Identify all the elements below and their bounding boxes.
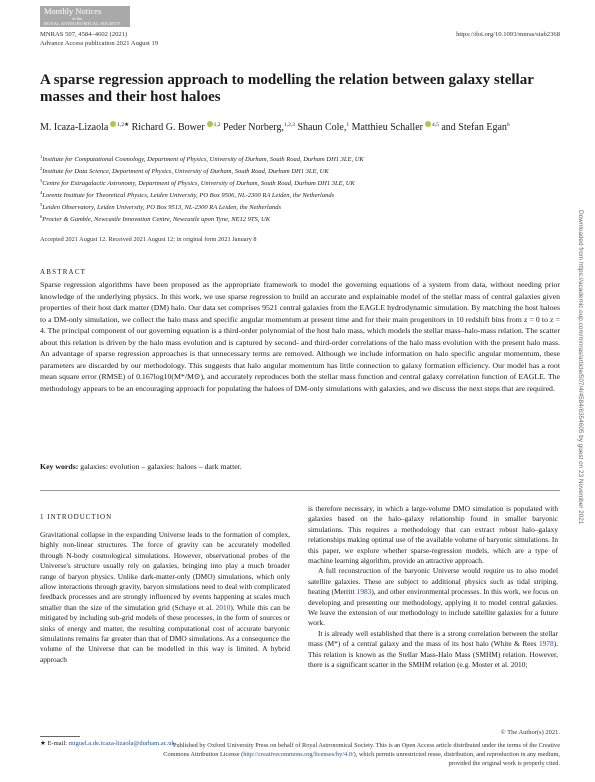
license-link[interactable]: http://creativecommons.org/licenses/by/4.0/ [243, 751, 354, 759]
affiliation-number: 3 [40, 178, 43, 183]
keywords [40, 462, 560, 471]
footnote-label: ★ E-mail: [40, 740, 69, 747]
author-affiliation-marker: 4,5 [431, 122, 439, 128]
paragraph-text: ), and other environmental processes. In this work, we focus on developing and presenting our methodology, applying it to model central galaxies. We leave the extension of our methodology to include satellite galaxies for a future work. [308, 587, 558, 628]
citation-link[interactable]: 2010 [215, 602, 231, 612]
author-affiliation-marker: 6 [506, 122, 510, 128]
body-paragraph [40, 530, 290, 665]
affiliation-item [40, 176, 560, 188]
author-name: Richard G. Bower [131, 122, 205, 133]
download-watermark: Downloaded from https://academic.oup.com/mnras/article/507/4/4584/6354605 by guest on 23 November 2021 [577, 210, 584, 525]
abstract-heading: ABSTRACT [40, 268, 87, 276]
affiliation-item [40, 164, 560, 176]
citation: MNRAS 507, 4584–4602 (2021) [40, 31, 128, 38]
paragraph-text: ). This relation is known as the Stellar Mass-Halo Mass (SMHM) relation. However, there is a significant scatter in the SMHM relation (e.g. Moster et al. 2010; [308, 639, 558, 670]
author-name: and Stefan Egan [441, 122, 507, 133]
accepted-dates: Accepted 2021 August 12. Received 2021 August 12; in original form 2021 January 8 [40, 236, 257, 243]
introduction-heading: 1 INTRODUCTION [40, 513, 113, 521]
affiliation-item [40, 152, 560, 164]
affiliation-text: Institute for Data Science, Department of Physics, University of Durham, South Road, Durham DH1 3LE, UK [42, 168, 329, 175]
affiliation-number: 6 [40, 214, 43, 219]
affiliation-list [40, 152, 560, 224]
right-column [308, 504, 558, 671]
citation-link[interactable]: 1983 [356, 587, 372, 597]
license-line-a: Published by Oxford University Press on behalf of Royal Astronomical Society. This is an Open Access article distributed under the terms of the Creative [172, 742, 560, 749]
affiliation-text: Leiden Observatory, Leiden University, PO Box 9513, NL-2300 RA Leiden, the Netherlands [42, 204, 281, 211]
footnote-divider [40, 736, 80, 737]
license-line-d: provided the original work is properly cited. [448, 760, 560, 768]
left-column [40, 530, 290, 665]
license-line-b: Commons Attribution License ( [163, 751, 244, 759]
author-name: Matthieu Schaller [351, 122, 423, 133]
affiliation-item [40, 200, 560, 212]
orcid-icon[interactable] [425, 121, 431, 127]
author-name: M. Icaza-Lizaola [40, 122, 109, 133]
logo-line-3: ROYAL ASTRONOMICAL SOCIETY [44, 21, 121, 26]
affiliation-number: 5 [40, 202, 43, 207]
affiliation-text: Procter & Gamble, Newcastle Innovation Centre, Newcastle upon Tyne, NE12 9TS, UK [42, 216, 271, 223]
section-divider [40, 490, 560, 491]
author-email-link[interactable]: miguel.a.de.icaza-lizaola@durham.ac.uk [68, 740, 175, 747]
author-affiliation-marker: 1,2,3 [283, 122, 295, 128]
paragraph-text: It is already well established that there is a strong correlation between the stellar mass (M*) of a central galaxy and the mass of its host halo (White & Rees [308, 628, 558, 649]
affiliation-number: 4 [40, 190, 43, 195]
affiliation-number: 2 [40, 166, 43, 171]
author-affiliation-marker: 1 [346, 122, 350, 128]
affiliation-number: 1 [40, 154, 43, 159]
orcid-icon[interactable] [110, 121, 116, 127]
abstract-text: Sparse regression algorithms have been proposed as the appropriate framework to model the governing equations of a system from data, without needing prior knowledge of the underlying physics. In this work, we use sparse regression to build an accurate and explainable model of the stellar mass of central galaxies given properties of their host dark matter (DM) halo. Our data set comprises 9521 central galaxies from the EAGLE hydrodynamic simulation. By matching the host haloes to a DM-only simulation, we collect the halo mass and specific angular momentum at present time and for their main progenitors in 10 redshift bins from z = 0 to z = 4. The principal component of our governing equation is a third-order polynomial of the host halo mass, which models the stellar mass–halo-mass relation. The scatter about this relation is driven by the halo mass evolution and is captured by second- and third-order correlations of the halo mass evolution with the present halo mass. An advantage of sparse regression approaches is that unnecessary terms are removed. Although we include information on halo specific angular momentum, these parameters are discarded by our methodology. This suggests that halo angular momentum has little connection to galaxy formation efficiency. Our model has a root mean square error (RMSE) of 0.167log10(M*/M⊙), and accurately reproduces both the stellar mass function and central galaxy correlation function of EAGLE. The methodology appears to be an encouraging approach for populating the haloes of DM-only simulations with galaxies, and we discuss the next steps that are required. [40, 280, 560, 393]
orcid-icon[interactable] [207, 121, 213, 127]
affiliation-text: Institute for Computational Cosmology, Department of Physics, University of Durham, South Road, Durham DH1 3LE, UK [42, 156, 364, 163]
affiliation-item [40, 188, 560, 200]
paragraph-text: is therefore necessary, in which a large-volume DMO simulation is populated with galaxies based on the halo–galaxy relationship found in smaller baryonic simulations. This requires a methodology that can extract robust halo–galaxy relationships making optimal use of the available volume of baryonic simulations. In this paper, we explore whether sparse-regression models, which are a type of machine learning algorithm, provide an attractive approach. [308, 504, 558, 566]
body-paragraph [308, 504, 558, 566]
author-list [40, 118, 560, 135]
paragraph-text: A full reconstruction of the baryonic Universe would require us to also model satellite galaxies. These are subject to additional physics such as tidal striping, heating (Merritt [308, 566, 558, 597]
author-affiliation-marker: 1,2 [213, 122, 221, 128]
paper-title: A sparse regression approach to modelling the relation between galaxy stellar masses and their host haloes [40, 72, 534, 105]
author-name: Peder Norberg, [223, 122, 284, 133]
paragraph-text: ). While this can be mitigated by including sub-grid models of these processes, in the form of sources or sinks of energy and matter, the resulting computational cost of accurate baryonic simulations remains far greater than that of DMO simulations. As a consequence the volume of the Universe that can be modelled in this way is limited. A hybrid approach [40, 602, 291, 664]
body-paragraph [308, 566, 558, 628]
copyright: © The Author(s) 2021. [500, 729, 560, 736]
body-paragraph [308, 629, 558, 671]
affiliation-text: Centre for Extragalactic Astronomy, Department of Physics, University of Durham, South Road, Durham DH1 3LE, UK [42, 180, 355, 187]
paragraph-text: Gravitational collapse in the expanding Universe leads to the formation of complex, highly non-linear structures. The force of gravity can be accurately modelled through N-body cosmological simulations. However, observational probes of the Universe's structure usually rely on galaxies, bringing into play a much broader range of baryon physics. Unlike dark-matter-only (DMO) simulations, which only allow interactions through gravity, baryon simulations need to deal with complicated feedback processes and are strongly influenced by events happening at scales much smaller than the size of the simulation grid (Schaye et al. [40, 530, 290, 612]
keywords-list: galaxies: evolution – galaxies: haloes – dark matter. [80, 462, 242, 471]
keywords-label: Key words: [40, 462, 79, 471]
doi-link[interactable]: https://doi.org/10.1093/mnras/stab2368 [456, 31, 560, 38]
author-name: Shaun Cole, [297, 122, 347, 133]
affiliation-item [40, 212, 560, 224]
citation-link[interactable]: 1978 [539, 639, 554, 649]
license-line-c: ), which permits unrestricted reuse, distribution, and reproduction in any medium, [353, 751, 560, 759]
logo-line-1: Monthly Notices [44, 6, 102, 16]
advance-access: Advance Access publication 2021 August 19 [40, 40, 159, 47]
license-text [40, 741, 560, 769]
affiliation-text: Lorentz Institute for Theoretical Physics, Leiden University, PO Box 9506, NL-2300 RA Leiden, the Netherlands [42, 192, 335, 199]
journal-logo [40, 6, 130, 27]
author-affiliation-marker: 1,2★ [117, 122, 130, 128]
logo-line-2: of the [72, 16, 83, 21]
